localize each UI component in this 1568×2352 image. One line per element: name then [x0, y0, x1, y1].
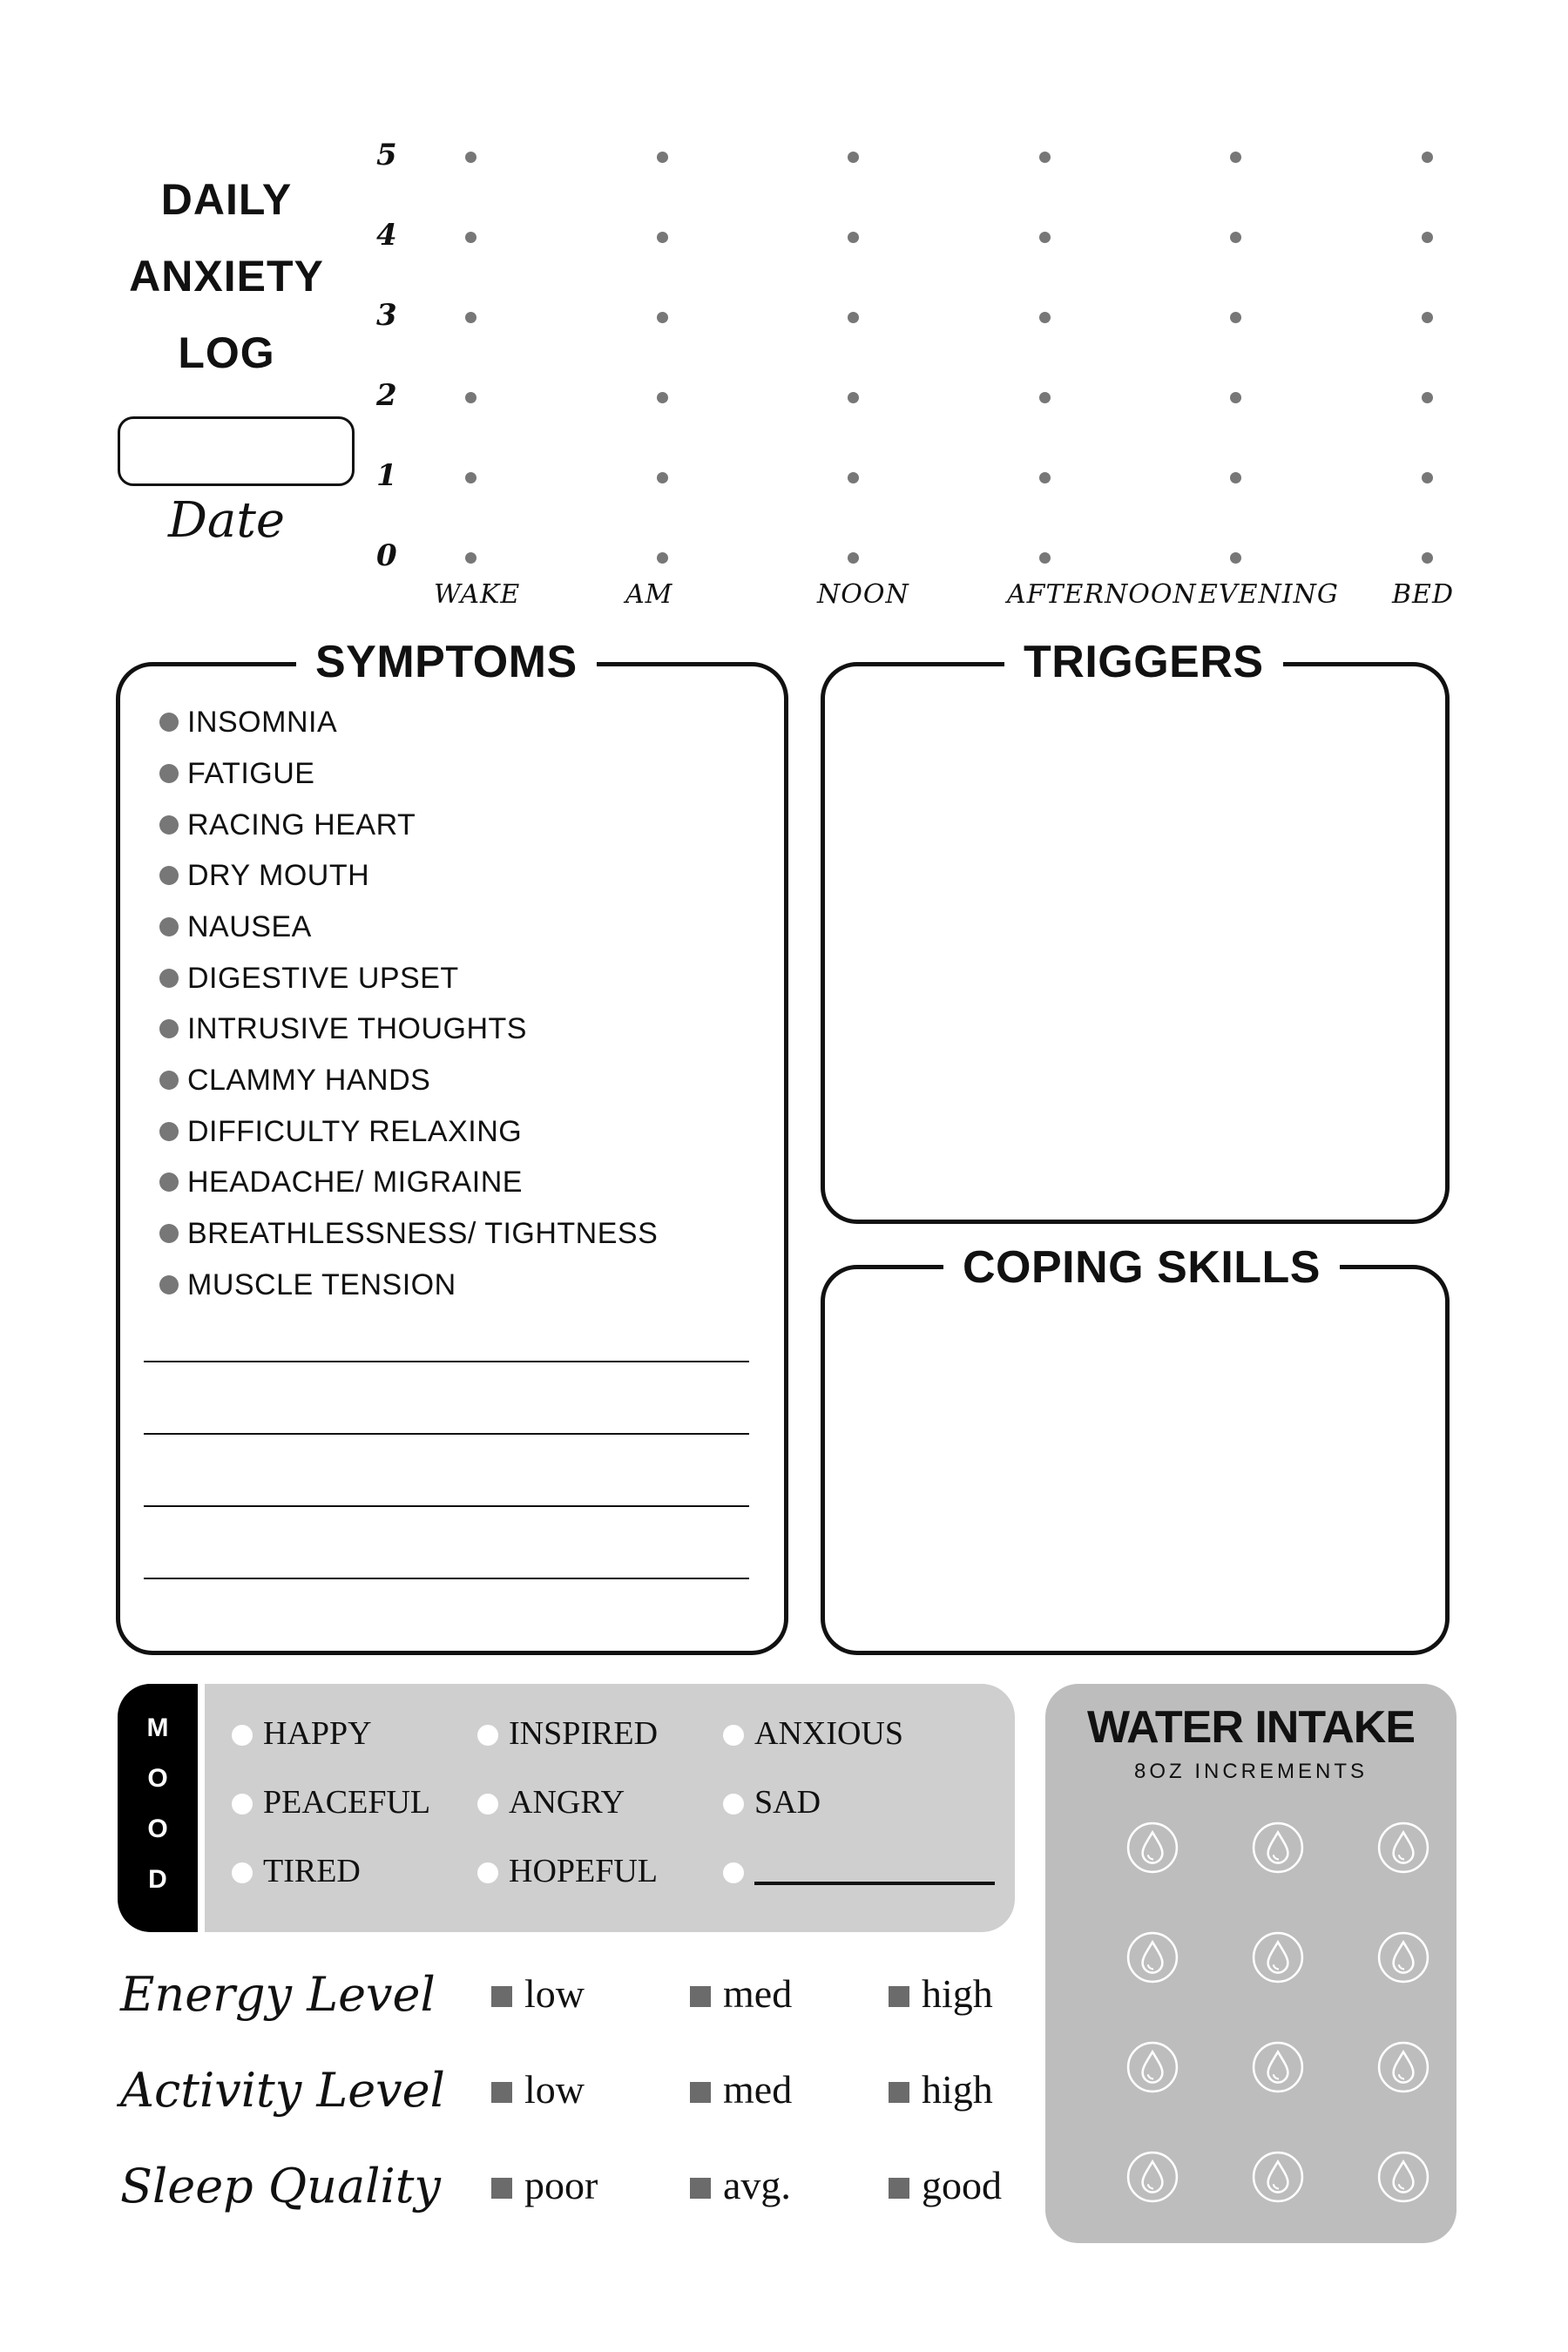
title-line-1: DAILY — [160, 175, 293, 224]
symptom-racing-heart[interactable] — [187, 808, 416, 842]
checkbox[interactable] — [889, 2082, 909, 2103]
option-label: good — [922, 2163, 1002, 2207]
symptom-bullet[interactable] — [159, 1224, 179, 1243]
sleep-quality-label: Sleep Quality — [120, 2159, 441, 2213]
mood-option-label: TIRED — [263, 1853, 361, 1889]
energy-level-label: Energy Level — [120, 1967, 436, 2022]
checkbox[interactable] — [690, 2082, 711, 2103]
symptom-bullet[interactable] — [159, 1275, 179, 1294]
symptom-breathlessness-tightness[interactable] — [187, 1217, 658, 1251]
mood-option-happy[interactable] — [263, 1714, 372, 1753]
x-label-wake: WAKE — [434, 579, 521, 610]
chart-dot-bed-4[interactable] — [1422, 232, 1433, 243]
symptom-bullet[interactable] — [159, 815, 179, 835]
symptom-write-line[interactable] — [144, 1361, 749, 1362]
chart-dot-afternoon-4[interactable] — [1039, 232, 1051, 243]
symptom-label: DIFFICULTY RELAXING — [187, 1115, 523, 1148]
symptom-label: HEADACHE/ MIGRAINE — [187, 1166, 523, 1199]
date-label: Date — [168, 492, 285, 549]
mood-letter-d: D — [148, 1865, 167, 1894]
chart-dot-afternoon-2[interactable] — [1039, 392, 1051, 403]
mood-option-angry[interactable] — [509, 1783, 625, 1821]
symptom-dry-mouth[interactable] — [187, 859, 369, 893]
triggers-title: TRIGGERS — [1004, 636, 1283, 688]
option-label: poor — [524, 2163, 598, 2207]
symptoms-title: SYMPTOMS — [296, 636, 597, 688]
chart-dot-bed-2[interactable] — [1422, 392, 1433, 403]
y-tick-2: 2 — [376, 378, 397, 413]
mood-radio[interactable] — [723, 1725, 744, 1746]
chart-dot-wake-0[interactable] — [465, 552, 476, 564]
y-tick-1: 1 — [376, 458, 397, 493]
option-label: low — [524, 2067, 585, 2112]
symptom-digestive-upset[interactable] — [187, 962, 459, 996]
checkbox[interactable] — [889, 2178, 909, 2199]
water-drop-icon[interactable] — [1376, 2150, 1430, 2204]
water-drop-icon[interactable] — [1125, 1930, 1179, 1984]
symptom-label: INTRUSIVE THOUGHTS — [187, 1012, 527, 1045]
energy-option-low[interactable] — [524, 1970, 585, 2017]
activity-level-label: Activity Level — [120, 2063, 445, 2118]
energy-option-high[interactable] — [922, 1970, 993, 2017]
sleep-option-good[interactable] — [922, 2162, 1002, 2208]
mood-radio[interactable] — [477, 1794, 498, 1815]
mood-letter-o: O — [147, 1764, 168, 1793]
chart-dot-noon-0[interactable] — [848, 552, 859, 564]
symptom-label: RACING HEART — [187, 808, 416, 841]
mood-letter-m: M — [146, 1713, 169, 1742]
symptom-label: NAUSEA — [187, 910, 312, 943]
mood-option-label: HOPEFUL — [509, 1853, 659, 1889]
chart-dot-noon-2[interactable] — [848, 392, 859, 403]
triggers-box[interactable] — [821, 662, 1450, 1224]
activity-option-med[interactable] — [723, 2066, 792, 2112]
option-label: high — [922, 1971, 993, 2016]
mood-divider — [198, 1684, 205, 1932]
mood-radio[interactable] — [477, 1862, 498, 1883]
water-drop-icon[interactable] — [1376, 2040, 1430, 2094]
chart-dot-noon-1[interactable] — [848, 472, 859, 483]
mood-option-label: ANXIOUS — [754, 1715, 903, 1752]
x-label-bed: BED — [1392, 579, 1454, 610]
mood-option-label: INSPIRED — [509, 1715, 659, 1752]
water-intake-subtitle: 8OZ INCREMENTS — [1133, 1760, 1368, 1783]
y-tick-5: 5 — [376, 138, 397, 172]
mood-custom-write-line[interactable] — [754, 1882, 995, 1885]
mood-option-label: PEACEFUL — [263, 1784, 431, 1821]
symptom-fatigue[interactable] — [187, 757, 314, 791]
chart-dot-noon-5[interactable] — [848, 152, 859, 163]
chart-dot-am-4[interactable] — [657, 232, 668, 243]
symptom-label: DRY MOUTH — [187, 859, 370, 892]
activity-option-low[interactable] — [524, 2066, 585, 2112]
chart-dot-am-3[interactable] — [657, 312, 668, 323]
date-field[interactable] — [118, 416, 355, 486]
coping-skills-box[interactable] — [821, 1265, 1450, 1655]
symptom-write-line[interactable] — [144, 1578, 749, 1579]
chart-dot-noon-4[interactable] — [848, 232, 859, 243]
chart-dot-evening-0[interactable] — [1230, 552, 1241, 564]
checkbox[interactable] — [889, 1986, 909, 2007]
symptom-write-line[interactable] — [144, 1505, 749, 1507]
mood-option-label: ANGRY — [509, 1784, 625, 1821]
chart-dot-wake-1[interactable] — [465, 472, 476, 483]
symptom-label: BREATHLESSNESS/ TIGHTNESS — [187, 1217, 659, 1250]
symptom-bullet[interactable] — [159, 917, 179, 936]
water-drop-icon[interactable] — [1251, 2150, 1305, 2204]
y-tick-0: 0 — [376, 538, 397, 573]
chart-dot-evening-1[interactable] — [1230, 472, 1241, 483]
symptom-bullet[interactable] — [159, 713, 179, 732]
option-label: avg. — [723, 2163, 791, 2207]
chart-dot-evening-3[interactable] — [1230, 312, 1241, 323]
chart-dot-evening-2[interactable] — [1230, 392, 1241, 403]
chart-dot-afternoon-5[interactable] — [1039, 152, 1051, 163]
symptom-headache-migraine[interactable] — [187, 1166, 523, 1200]
mood-letter-o: O — [147, 1815, 168, 1843]
option-label: med — [723, 1971, 793, 2016]
chart-dot-bed-3[interactable] — [1422, 312, 1433, 323]
option-label: med — [723, 2067, 793, 2112]
symptom-bullet[interactable] — [159, 1019, 179, 1038]
energy-option-med[interactable] — [723, 1970, 792, 2017]
water-drop-icon[interactable] — [1251, 1821, 1305, 1875]
symptom-label: DIGESTIVE UPSET — [187, 962, 459, 995]
mood-option-sad[interactable] — [754, 1783, 821, 1821]
sleep-option-poor[interactable] — [524, 2162, 598, 2208]
mood-option-label: HAPPY — [263, 1715, 372, 1752]
symptom-label: FATIGUE — [187, 757, 315, 790]
chart-dot-wake-4[interactable] — [465, 232, 476, 243]
water-drop-icon[interactable] — [1125, 2040, 1179, 2094]
option-label: low — [524, 1971, 585, 2016]
chart-dot-bed-1[interactable] — [1422, 472, 1433, 483]
water-drop-icon[interactable] — [1125, 1821, 1179, 1875]
symptom-label: INSOMNIA — [187, 706, 338, 739]
mood-radio[interactable] — [232, 1794, 253, 1815]
x-label-am: AM — [625, 579, 673, 610]
sleep-option-avg[interactable] — [723, 2162, 791, 2208]
coping-skills-title: COPING SKILLS — [943, 1241, 1340, 1294]
symptom-clammy-hands[interactable] — [187, 1064, 430, 1098]
mood-option-hopeful[interactable] — [509, 1852, 658, 1890]
water-drop-icon[interactable] — [1376, 1930, 1430, 1984]
water-drop-icon[interactable] — [1125, 2150, 1179, 2204]
symptom-intrusive-thoughts[interactable] — [187, 1012, 527, 1046]
symptom-label: MUSCLE TENSION — [187, 1268, 456, 1301]
chart-dot-am-5[interactable] — [657, 152, 668, 163]
chart-dot-afternoon-0[interactable] — [1039, 552, 1051, 564]
x-label-afternoon: AFTERNOON — [1007, 579, 1197, 610]
title-line-2: ANXIETY — [129, 252, 324, 301]
chart-dot-wake-2[interactable] — [465, 392, 476, 403]
checkbox[interactable] — [690, 1986, 711, 2007]
title-line-3: LOG — [178, 328, 275, 377]
water-intake-title: WATER INTAKE — [1086, 1702, 1416, 1753]
water-drop-icon[interactable] — [1251, 1930, 1305, 1984]
checkbox[interactable] — [690, 2178, 711, 2199]
mood-option-inspired[interactable] — [509, 1714, 658, 1753]
symptom-bullet[interactable] — [159, 1173, 179, 1192]
symptom-bullet[interactable] — [159, 764, 179, 783]
symptom-bullet[interactable] — [159, 1071, 179, 1090]
water-drop-icon[interactable] — [1376, 1821, 1430, 1875]
chart-dot-bed-5[interactable] — [1422, 152, 1433, 163]
mood-option-peaceful[interactable] — [263, 1783, 430, 1821]
mood-radio[interactable] — [232, 1725, 253, 1746]
symptom-bullet[interactable] — [159, 1122, 179, 1141]
x-label-noon: NOON — [817, 579, 909, 610]
y-tick-3: 3 — [376, 298, 397, 333]
checkbox[interactable] — [491, 2082, 512, 2103]
chart-dot-evening-4[interactable] — [1230, 232, 1241, 243]
symptom-muscle-tension[interactable] — [187, 1268, 456, 1302]
mood-option-label: SAD — [754, 1784, 821, 1821]
chart-dot-am-0[interactable] — [657, 552, 668, 564]
chart-dot-wake-5[interactable] — [465, 152, 476, 163]
checkbox[interactable] — [491, 2178, 512, 2199]
chart-dot-afternoon-1[interactable] — [1039, 472, 1051, 483]
y-tick-4: 4 — [376, 218, 397, 253]
water-drop-icon[interactable] — [1251, 2040, 1305, 2094]
activity-option-high[interactable] — [922, 2066, 993, 2112]
symptom-bullet[interactable] — [159, 969, 179, 988]
chart-dot-afternoon-3[interactable] — [1039, 312, 1051, 323]
chart-dot-noon-3[interactable] — [848, 312, 859, 323]
symptom-insomnia[interactable] — [187, 706, 337, 740]
mood-radio[interactable] — [232, 1862, 253, 1883]
symptom-nausea[interactable] — [187, 910, 312, 944]
mood-radio[interactable] — [477, 1725, 498, 1746]
symptom-label: CLAMMY HANDS — [187, 1064, 431, 1097]
x-label-evening: EVENING — [1199, 579, 1339, 610]
mood-option-anxious[interactable] — [754, 1714, 903, 1753]
option-label: high — [922, 2067, 993, 2112]
chart-dot-evening-5[interactable] — [1230, 152, 1241, 163]
symptom-bullet[interactable] — [159, 866, 179, 885]
symptom-write-line[interactable] — [144, 1433, 749, 1435]
symptom-difficulty-relaxing[interactable] — [187, 1115, 522, 1149]
mood-radio[interactable] — [723, 1794, 744, 1815]
chart-dot-wake-3[interactable] — [465, 312, 476, 323]
checkbox[interactable] — [491, 1986, 512, 2007]
chart-dot-bed-0[interactable] — [1422, 552, 1433, 564]
chart-dot-am-2[interactable] — [657, 392, 668, 403]
mood-option-tired[interactable] — [263, 1852, 361, 1890]
chart-dot-am-1[interactable] — [657, 472, 668, 483]
mood-radio[interactable] — [723, 1862, 744, 1883]
